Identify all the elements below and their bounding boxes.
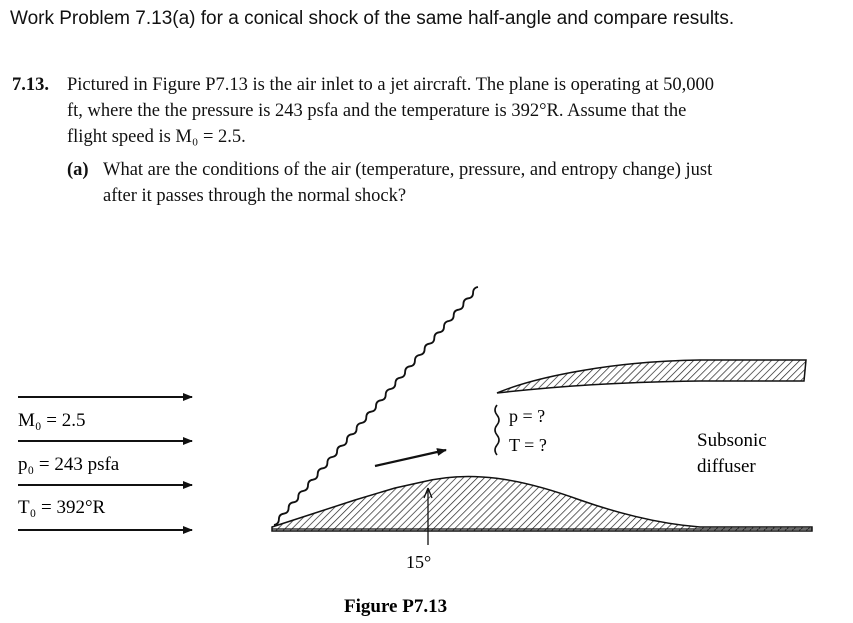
inlet-centerbody (272, 476, 812, 531)
diffuser-label-line-1: Subsonic (697, 430, 767, 451)
normal-shock (495, 405, 499, 455)
half-angle-label: 15° (406, 552, 432, 572)
freestream-mach-label: M₀ = 2.5 (18, 410, 86, 431)
figure-caption: Figure P7.13 (344, 596, 448, 617)
part-a-text-line-2: after it passes through the normal shock? (103, 186, 407, 206)
deflected-flow-arrow (375, 450, 446, 466)
unknown-pressure-label: p = ? (509, 406, 546, 426)
assignment-instruction: Work Problem 7.13(a) for a conical shock of the same half-angle and compare results. (10, 8, 735, 29)
inlet-cowl (497, 360, 806, 393)
freestream-temperature-label: T₀ = 392°R (18, 497, 106, 518)
problem-text-line-3: flight speed is M₀ = 2.5. (67, 127, 246, 147)
problem-text-line-2: ft, where the the pressure is 243 psfa and the temperature is 392°R. Assume that the (67, 101, 687, 121)
part-a-label: (a) (67, 160, 89, 180)
unknown-temperature-label: T = ? (509, 435, 547, 455)
part-a-text-line-1: What are the conditions of the air (temperature, pressure, and entropy change) just (103, 160, 713, 180)
problem-number: 7.13. (12, 75, 49, 95)
freestream-pressure-label: p₀ = 243 psfa (18, 454, 120, 475)
diffuser-label-line-2: diffuser (697, 456, 756, 477)
problem-text-line-1: Pictured in Figure P7.13 is the air inlet to a jet aircraft. The plane is operating at 50,000 (67, 75, 714, 95)
figure-p7-13 (0, 270, 853, 623)
